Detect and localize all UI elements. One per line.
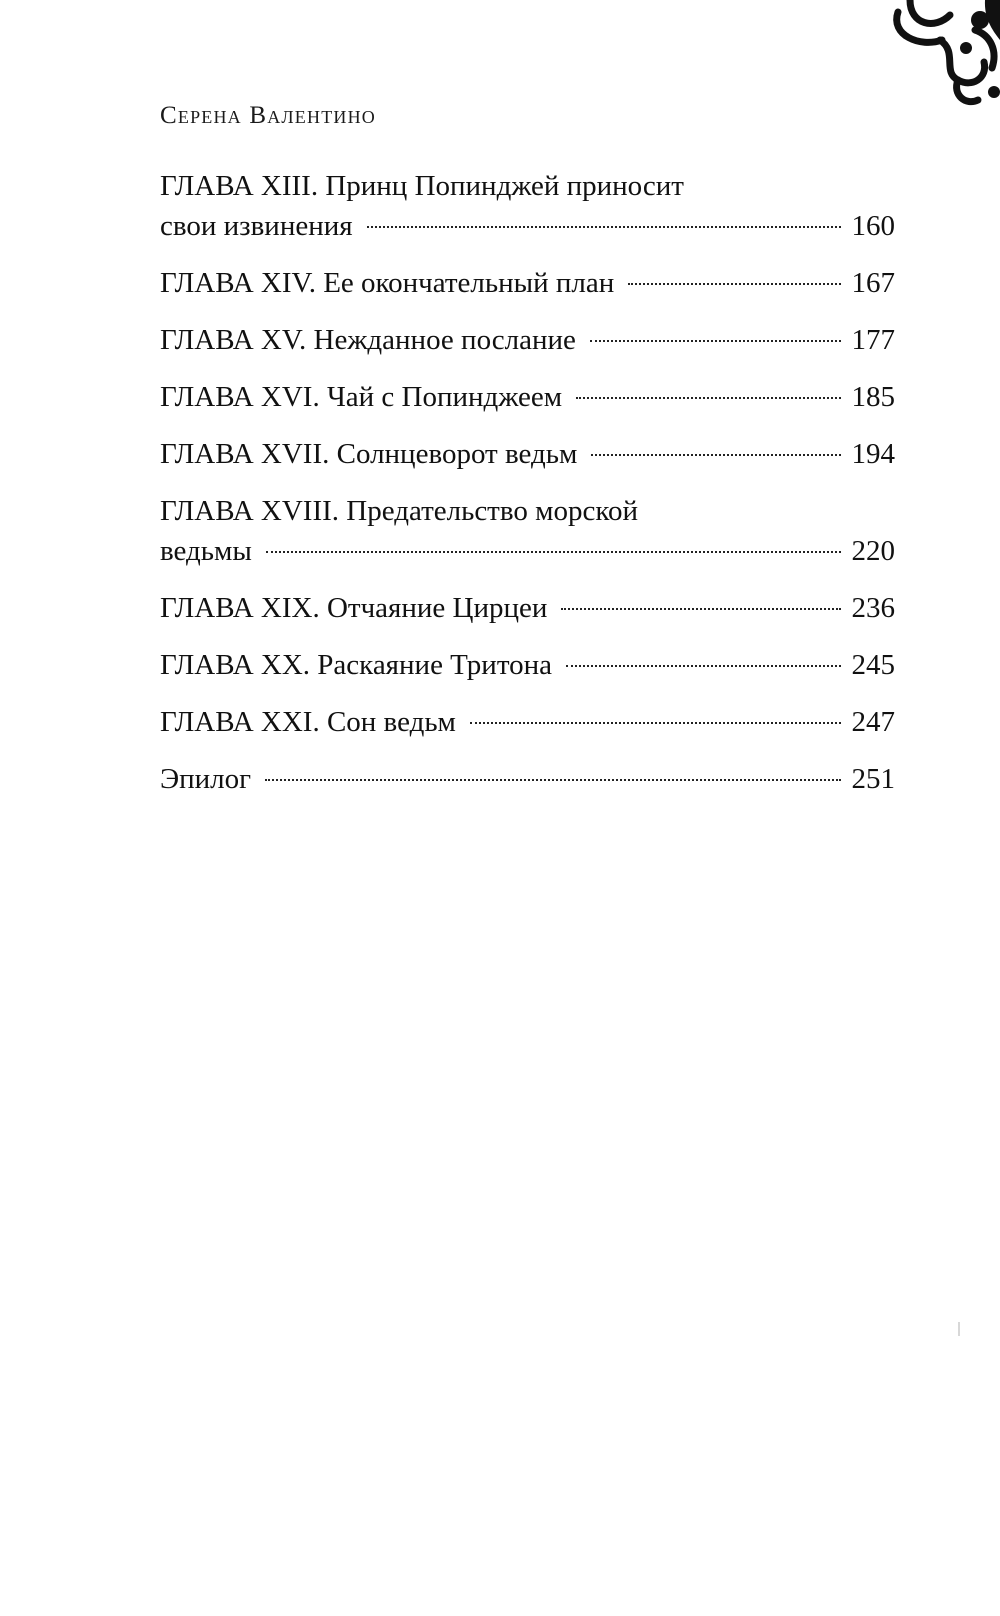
toc-entry-title: ГЛАВА XXI. Сон ведьм — [160, 706, 456, 738]
toc-page-number: 247 — [851, 706, 895, 738]
toc-entry-title-line1: ГЛАВА XVIII. Предательство морской — [160, 495, 638, 527]
toc-entry-title: ГЛАВА XV. Нежданное послание — [160, 324, 576, 356]
table-of-contents — [160, 166, 895, 816]
toc-entry-xix[interactable] — [160, 588, 895, 628]
page-edge-mark — [958, 1322, 960, 1336]
toc-page-number: 251 — [851, 763, 895, 795]
toc-entry-xxi[interactable] — [160, 702, 895, 742]
dot-leader — [265, 779, 841, 781]
dot-leader — [470, 722, 841, 724]
toc-entry-title: ГЛАВА XIV. Ее окончательный план — [160, 267, 615, 299]
toc-page-number: 185 — [851, 381, 895, 413]
dot-leader — [266, 551, 841, 553]
flourish-ornament-icon — [880, 0, 1000, 110]
dot-leader — [367, 226, 841, 228]
dot-leader — [590, 340, 841, 342]
toc-entry-epilogue[interactable] — [160, 759, 895, 799]
dot-leader — [576, 397, 841, 399]
dot-leader — [566, 665, 841, 667]
dot-leader — [591, 454, 841, 456]
toc-entry-xvii[interactable] — [160, 434, 895, 474]
toc-page-number: 177 — [851, 324, 895, 356]
dot-leader — [561, 608, 841, 610]
toc-entry-title: Эпилог — [160, 763, 252, 795]
toc-page-number: 220 — [851, 535, 895, 567]
toc-entry-title: ГЛАВА XIX. Отчаяние Цирцеи — [160, 592, 548, 624]
toc-entry-xiv[interactable] — [160, 263, 895, 303]
toc-entry-title: ГЛАВА XVI. Чай с Попинджеем — [160, 381, 563, 413]
toc-entry-title: ведьмы — [160, 535, 252, 567]
toc-entry-xviii[interactable] — [160, 491, 895, 571]
toc-entry-xvi[interactable] — [160, 377, 895, 417]
toc-entry-title-line1: ГЛАВА XIII. Принц Попинджей приносит — [160, 170, 684, 202]
running-head-author: Серена Валентино — [160, 102, 376, 129]
toc-entry-xiii[interactable] — [160, 166, 895, 246]
toc-page-number: 160 — [851, 210, 895, 242]
toc-entry-xx[interactable] — [160, 645, 895, 685]
toc-entry-title: свои извинения — [160, 210, 353, 242]
toc-page-number: 194 — [851, 438, 895, 470]
toc-page-number: 236 — [851, 592, 895, 624]
toc-entry-title: ГЛАВА XX. Раскаяние Тритона — [160, 649, 552, 681]
toc-entry-xv[interactable] — [160, 320, 895, 360]
toc-page-number: 167 — [851, 267, 895, 299]
toc-entry-title: ГЛАВА XVII. Солнцеворот ведьм — [160, 438, 578, 470]
dot-leader — [628, 283, 841, 285]
toc-page-number: 245 — [851, 649, 895, 681]
